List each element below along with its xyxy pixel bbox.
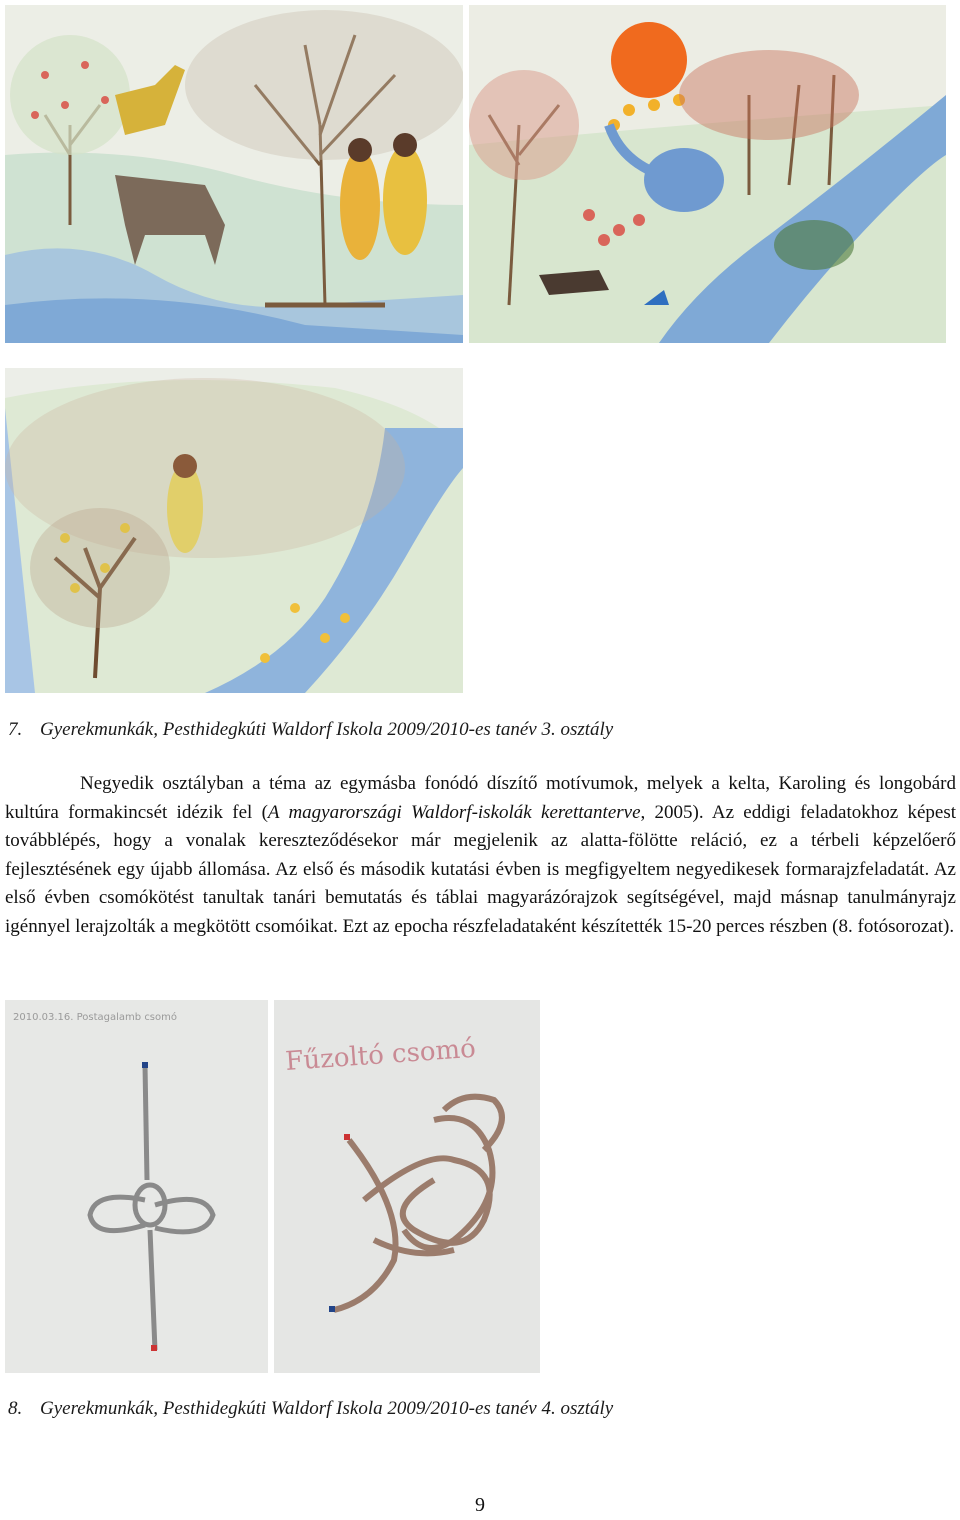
- drawing-figure-knot: [274, 1000, 540, 1373]
- drawing-tree-figure-svg: [5, 368, 463, 693]
- figure-7-caption-text: Gyerekmunkák, Pesthidegkúti Waldorf Iskola 2009/2010-es tanév 3. osztály: [40, 719, 614, 740]
- figure-8-caption: [8, 1398, 613, 1420]
- page-number: 9: [475, 1494, 485, 1516]
- drawing-knot-pencil-svg: [5, 1000, 268, 1373]
- drawing-knot-pencil: [5, 1000, 268, 1373]
- paragraph-part-1: Negyedik osztályban a téma az egymásba fonódó díszítő motívumok, melyek a kelta, Karoling és longobárd kultúra formakincsét idézik fel (: [5, 773, 956, 823]
- drawing-garden-of-eden-svg: [5, 5, 463, 343]
- drawing-tree-figure: [5, 368, 463, 693]
- figure-7-number: 7.: [8, 719, 23, 740]
- drawing-figure-knot-svg: [274, 1000, 540, 1373]
- figure-8-caption-text: Gyerekmunkák, Pesthidegkúti Waldorf Iskola 2009/2010-es tanév 4. osztály: [40, 1398, 614, 1419]
- body-paragraph: [5, 770, 956, 941]
- knot-handwriting: 2010.03.16. Postagalamb csomó: [13, 1012, 177, 1023]
- drawing-elephant-river: [469, 5, 946, 343]
- citation-title: A magyarországi Waldorf-iskolák kerettanterve: [267, 801, 641, 823]
- figure-8-number: 8.: [8, 1398, 23, 1419]
- figure-7-caption: [8, 719, 613, 741]
- figure-knot-handwriting: Fűzoltó csomó: [284, 1033, 477, 1077]
- drawing-garden-of-eden: [5, 5, 463, 343]
- drawing-elephant-river-svg: [469, 5, 946, 343]
- paragraph-part-2: , 2005). Az eddigi feladatokhoz képest továbblépés, hogy a vonalak kereszteződésekor már megjelenik az alatta-fölötte reláció, ez a térbeli képzelőerő fejlesztésének egy újabb állomása. Az első és második kutatási évben is megfigyeltem negyedikesek formarajzfeladatát. Az első évben csomókötést tanultak tanári bemutatás és táblai magyarázórajzok segítségével, majd másnap tanulmányrajz igénnyel lerajzolták a megkötött csomóikat. Ezt az epocha részfeladataként készítették 15-20 perces részben (8. fotósorozat).: [5, 801, 957, 937]
